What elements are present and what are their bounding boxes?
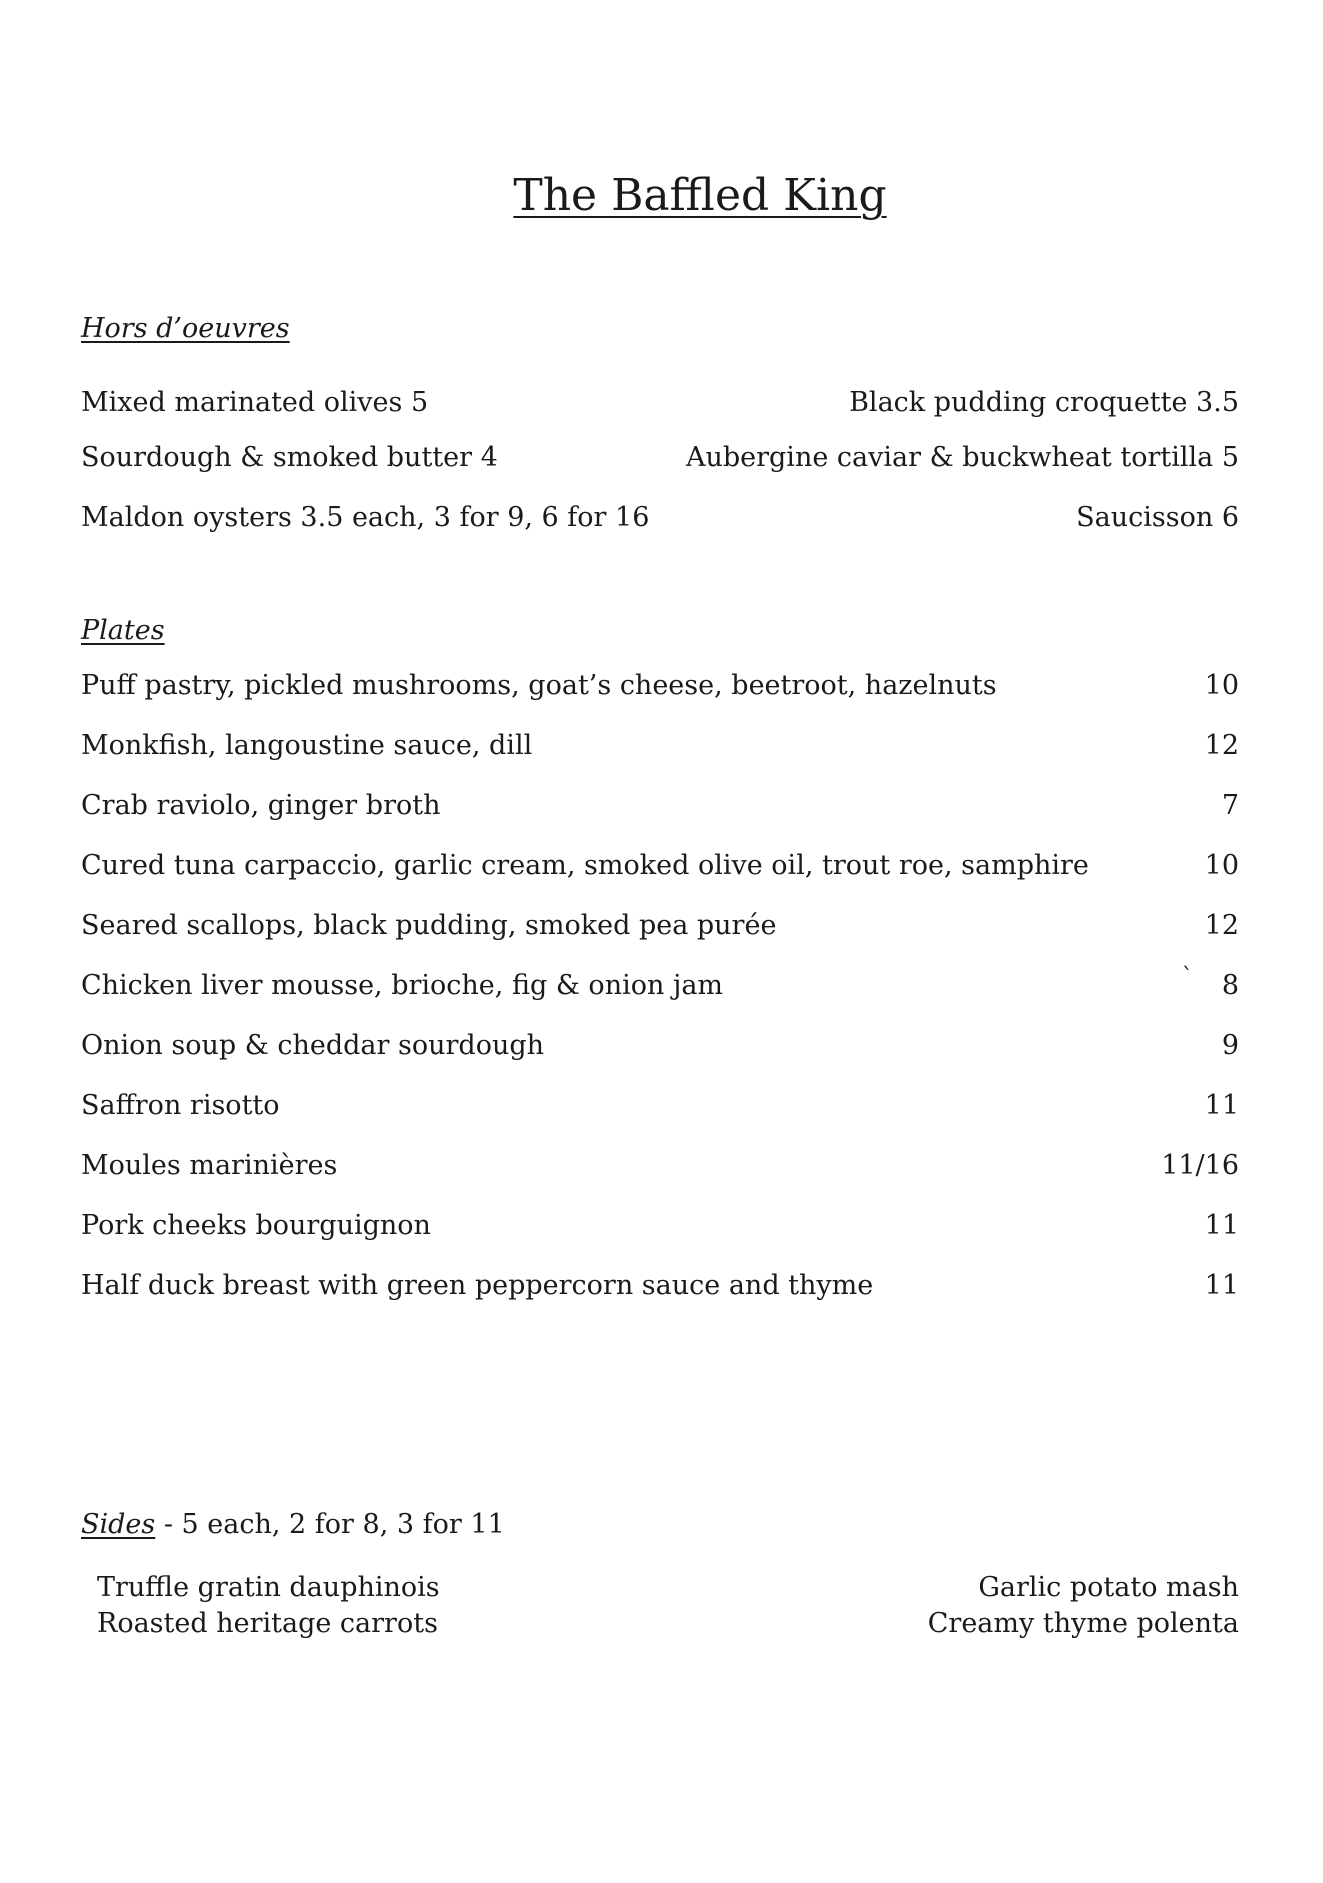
hors-doeuvres-item: Maldon oysters 3.5 each, 3 for 9, 6 for 16 <box>81 502 650 533</box>
plate-price: 11/16 <box>1161 1150 1239 1181</box>
hors-doeuvres-item: Mixed marinated olives 5 <box>81 387 429 418</box>
side-item: Truffle gratin dauphinois <box>97 1572 440 1603</box>
plate-item <box>81 1086 1239 1126</box>
plate-name: Cured tuna carpaccio, garlic cream, smoked olive oil, trout roe, samphire <box>81 850 1089 881</box>
plate-name: Onion soup & cheddar sourdough <box>81 1030 545 1061</box>
restaurant-title: The Baffled King <box>513 170 887 221</box>
stray-mark: ` <box>1182 965 1193 990</box>
plate-name: Half duck breast with green peppercorn sauce and thyme <box>81 1270 874 1301</box>
plate-price: 8 <box>1221 970 1239 1001</box>
plate-item <box>81 666 1239 706</box>
side-item: Roasted heritage carrots <box>97 1608 438 1639</box>
plate-price: 12 <box>1204 910 1239 941</box>
plate-name: Moules marinières <box>81 1150 338 1181</box>
plate-price: 10 <box>1204 670 1239 701</box>
hors-doeuvres-heading: Hors d’oeuvres <box>81 313 290 344</box>
side-item: Creamy thyme polenta <box>927 1608 1239 1639</box>
sides-row <box>97 1570 1239 1606</box>
plate-name: Chicken liver mousse, brioche, fig & onion jam <box>81 970 724 1001</box>
plate-name: Puff pastry, pickled mushrooms, goat’s cheese, beetroot, hazelnuts <box>81 670 997 701</box>
plate-price: 12 <box>1204 730 1239 761</box>
plate-item <box>81 906 1239 946</box>
hors-doeuvres-row <box>81 498 1239 538</box>
plate-name: Seared scallops, black pudding, smoked pea purée <box>81 910 777 941</box>
plate-item <box>81 966 1239 1006</box>
plate-name: Saffron risotto <box>81 1090 280 1121</box>
plate-price: 11 <box>1204 1210 1239 1241</box>
plate-name: Crab raviolo, ginger broth <box>81 790 441 821</box>
plate-item <box>81 1206 1239 1246</box>
hors-doeuvres-row <box>81 383 1239 423</box>
sides-price-note: - 5 each, 2 for 8, 3 for 11 <box>155 1509 505 1540</box>
plate-price: 11 <box>1204 1270 1239 1301</box>
hors-doeuvres-item: Black pudding croquette 3.5 <box>849 387 1239 418</box>
plate-name: Pork cheeks bourguignon <box>81 1210 431 1241</box>
plate-price: 7 <box>1221 790 1239 821</box>
sides-row <box>97 1606 1239 1642</box>
hors-doeuvres-row <box>81 438 1239 478</box>
sides-heading: Sides <box>81 1509 156 1540</box>
hors-doeuvres-item: Sourdough & smoked butter 4 <box>81 442 498 473</box>
plates-heading: Plates <box>81 615 165 646</box>
plate-item <box>81 1266 1239 1306</box>
plate-item <box>81 726 1239 766</box>
plate-price: 9 <box>1221 1030 1239 1061</box>
plate-price: 11 <box>1204 1090 1239 1121</box>
plate-item <box>81 786 1239 826</box>
plate-price: 10 <box>1204 850 1239 881</box>
hors-doeuvres-item: Aubergine caviar & buckwheat tortilla 5 <box>685 442 1239 473</box>
sides-heading-line <box>81 1507 505 1543</box>
plate-name: Monkfish, langoustine sauce, dill <box>81 730 533 761</box>
plate-item <box>81 1026 1239 1066</box>
plate-item <box>81 1146 1239 1186</box>
plate-item <box>81 846 1239 886</box>
hors-doeuvres-item: Saucisson 6 <box>1076 502 1239 533</box>
side-item: Garlic potato mash <box>978 1572 1239 1603</box>
